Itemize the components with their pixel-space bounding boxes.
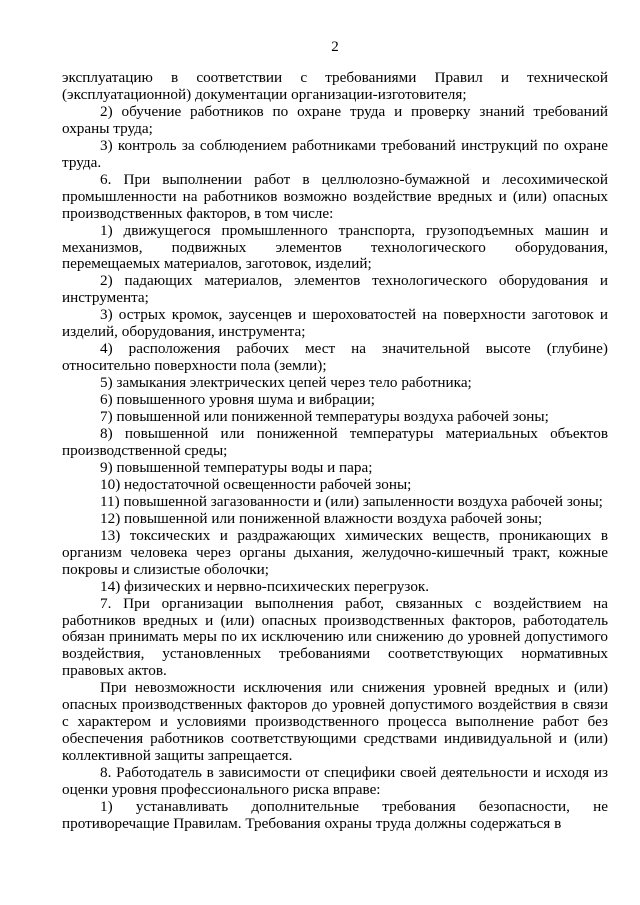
paragraph-7: 4) расположения рабочих мест на значительной высоте (глубине) относительно поверхности пола (земли); (62, 340, 608, 375)
paragraph-0: эксплуатацию в соответствии с требованиями Правил и технической (эксплуатационной) документации организации-изготовителя; (62, 69, 608, 103)
paragraph-19: При невозможности исключения или снижения уровней вредных и (или) опасных производственных факторов до уровней допустимого воздействия в связи с характером и условиями производственного процесса выполнение работ без обеспечения работников соответствующими средствами индивидуальной и (или) коллективной защиты запрещается. (62, 679, 608, 765)
paragraph-9: 6) повышенного уровня шума и вибрации; (100, 391, 375, 409)
paragraph-6: 3) острых кромок, заусенцев и шероховатостей на поверхности заготовок и изделий, оборудования, инструмента; (62, 306, 608, 341)
paragraph-3: 6. При выполнении работ в целлюлозно-бумажной и лесохимической промышленности на работников возможно воздействие вредных и (или) опасных производственных факторов, в том числе: (62, 170, 608, 222)
paragraph-1: 2) обучение работников по охране труда и проверку знаний требований охраны труда; (62, 102, 608, 137)
paragraph-11: 8) повышенной или пониженной температуры материальных объектов производственной среды; (62, 425, 608, 459)
paragraph-16: 13) токсических и раздражающих химических веществ, проникающих в организм человека через органы дыхания, желудочно-кишечный тракт, кожные покровы и слизистые оболочки; (62, 526, 608, 578)
paragraph-13: 10) недостаточной освещенности рабочей зоны; (100, 475, 412, 493)
paragraph-10: 7) повышенной или пониженной температуры воздуха рабочей зоны; (100, 408, 549, 426)
page-number: 2 (331, 39, 339, 55)
paragraph-14: 11) повышенной загазованности и (или) запыленности воздуха рабочей зоны; (100, 492, 603, 510)
paragraph-21: 1) устанавливать дополнительные требования безопасности, не противоречащие Правилам. Требования охраны труда должны содержаться в (62, 797, 608, 832)
paragraph-8: 5) замыкания электрических цепей через тело работника; (100, 374, 472, 392)
paragraph-18: 7. При организации выполнения работ, связанных с воздействием на работников вредных и (или) опасных производственных факторов, работодатель обязан принимать меры по их исключению или снижению до уровней допустимого воздействия, установленных требованиями соответствующих нормативных правовых актов. (62, 594, 608, 680)
paragraph-4: 1) движущегося промышленного транспорта, грузоподъемных машин и механизмов, подвижных элементов технологического оборудования, перемещаемых материалов, заготовок, изделий; (62, 221, 608, 273)
paragraph-2: 3) контроль за соблюдением работниками требований инструкций по охране труда. (62, 136, 608, 171)
paragraph-5: 2) падающих материалов, элементов технологического оборудования и инструмента; (62, 272, 608, 307)
document-page (62, 38, 608, 833)
paragraph-20: 8. Работодатель в зависимости от специфики своей деятельности и исходя из оценки уровня профессионального риска вправе: (62, 764, 608, 799)
paragraph-15: 12) повышенной или пониженной влажности воздуха рабочей зоны; (100, 509, 543, 527)
paragraph-17: 14) физических и нервно-психических перегрузок. (100, 577, 430, 595)
paragraph-12: 9) повышенной температуры воды и пара; (100, 458, 373, 476)
